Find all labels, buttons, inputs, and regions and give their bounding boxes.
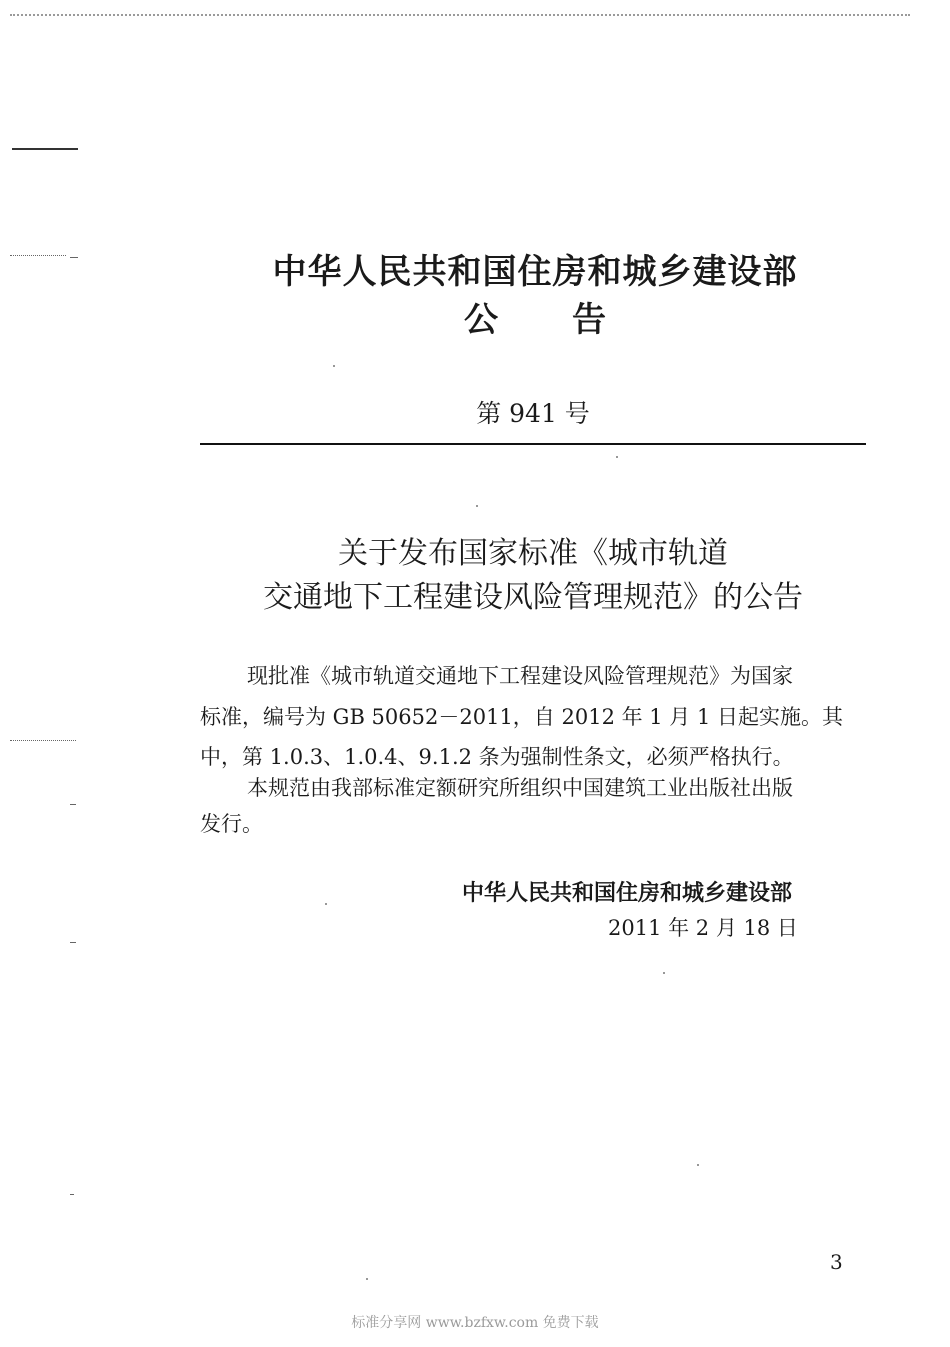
scan-artifact-dot	[333, 365, 335, 367]
scan-artifact-dot	[366, 1278, 368, 1280]
body-text-line: 现批准《城市轨道交通地下工程建设风险管理规范》为国家	[247, 664, 793, 688]
announcement-number: 第 941 号	[476, 399, 590, 428]
scan-artifact-dot	[476, 505, 478, 507]
body-text-line: 本规范由我部标准定额研究所组织中国建筑工业出版社出版	[247, 776, 793, 800]
body-text-line: 中，第 1.0.3、1.0.4、9.1.2 条为强制性条文，必须严格执行。	[200, 745, 794, 769]
body-text-line: 标准，编号为 GB 50652－2011，自 2012 年 1 月 1 日起实施。其	[200, 705, 844, 729]
scan-artifact-mark	[12, 148, 78, 150]
issuer-signature: 中华人民共和国住房和城乡建设部	[462, 881, 793, 906]
scan-artifact-mark	[70, 804, 76, 805]
body-text-line: 发行。	[200, 812, 263, 836]
issue-date: 2011 年 2 月 18 日	[608, 916, 798, 940]
scan-artifact-mark	[10, 740, 76, 741]
scan-artifact-mark	[70, 942, 76, 943]
scan-artifact-top-edge	[10, 14, 910, 16]
ministry-title: 中华人民共和国住房和城乡建设部	[272, 252, 798, 292]
scan-artifact-dot	[663, 972, 665, 974]
document-type-title: 公告	[464, 300, 680, 340]
page-number: 3	[830, 1250, 843, 1274]
scan-artifact-dot	[697, 1164, 699, 1166]
notice-title-line-1: 关于发布国家标准《城市轨道	[338, 536, 728, 571]
watermark-text: 标准分享网 www.bzfxw.com 免费下载	[351, 1315, 599, 1331]
scan-artifact-mark	[70, 1194, 74, 1195]
scan-artifact-dot	[616, 456, 618, 458]
notice-title-line-2: 交通地下工程建设风险管理规范》的公告	[263, 580, 803, 615]
header-divider	[200, 443, 866, 445]
scan-artifact-dot	[325, 903, 327, 905]
